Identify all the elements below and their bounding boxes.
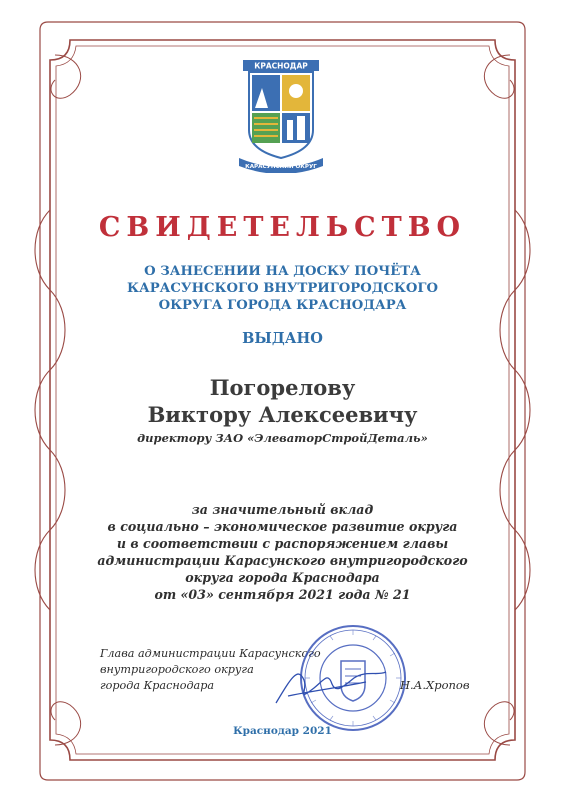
emblem-ribbon-top: КРАСНОДАР xyxy=(254,61,308,71)
signatory-title-line: города Краснодара xyxy=(100,679,215,692)
signatory-name: Н.А.Хропов xyxy=(400,678,470,692)
place-year-footer: Краснодар 2021 xyxy=(233,725,332,737)
reason-line: администрации Карасунского внутригородского xyxy=(97,553,468,568)
signatory-title-line: Глава администрации Карасунского xyxy=(100,647,321,660)
reason-line: за значительный вклад xyxy=(191,502,374,517)
handwritten-signature xyxy=(266,658,406,713)
reason-line: от «03» сентября 2021 года № 21 xyxy=(154,587,411,602)
subtitle-line: ОКРУГА ГОРОДА КРАСНОДАРА xyxy=(158,298,407,313)
document-subtitle xyxy=(0,263,565,314)
recipient-name xyxy=(0,374,565,428)
document-title: СВИДЕТЕЛЬСТВО xyxy=(98,212,467,243)
coat-of-arms-emblem xyxy=(235,58,327,173)
emblem-ribbon-bottom: КАРАСУНСКИЙ ОКРУГ xyxy=(245,164,317,170)
reason-line: округа города Краснодара xyxy=(185,570,380,585)
subtitle-line: КАРАСУНСКОГО ВНУТРИГОРОДСКОГО xyxy=(126,281,438,296)
recipient-position: директору ЗАО «ЭлеваторСтройДеталь» xyxy=(137,431,428,445)
subtitle-line: О ЗАНЕСЕНИИ НА ДОСКУ ПОЧЁТА xyxy=(144,264,421,279)
signatory-title-line: внутригородского округа xyxy=(100,663,254,676)
reason-line: и в соответствии с распоряжением главы xyxy=(116,536,449,551)
recipient-given-names: Виктору Алексеевичу xyxy=(147,402,418,427)
reason-line: в социально – экономическое развитие округа xyxy=(107,519,458,534)
recipient-surname: Погорелову xyxy=(209,375,356,400)
issued-label: ВЫДАНО xyxy=(242,330,323,347)
award-reason xyxy=(0,501,565,603)
